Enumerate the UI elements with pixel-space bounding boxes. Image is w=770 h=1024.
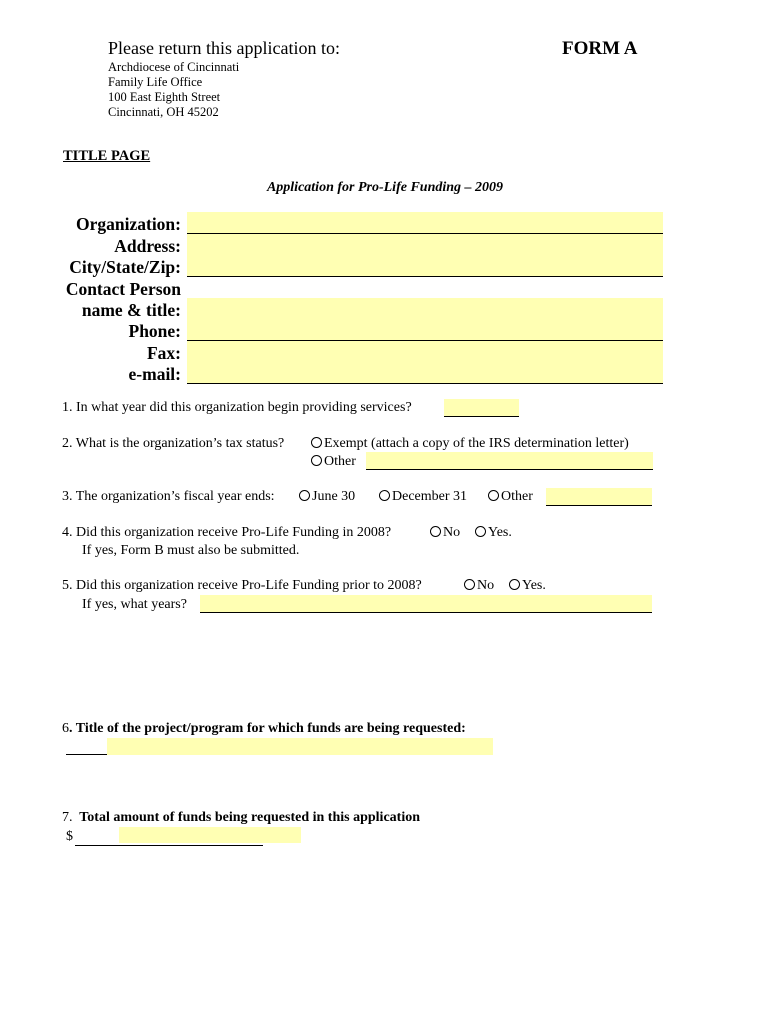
contact-name-title-label: name & title: <box>81 300 181 320</box>
organization-label: Organization: <box>76 214 181 234</box>
form-id: FORM A <box>562 38 638 59</box>
phone-label: Phone: <box>128 321 181 341</box>
question-6 <box>62 721 466 737</box>
q5-no-label: No <box>477 578 495 593</box>
section-title: TITLE PAGE <box>63 148 151 164</box>
address-line-2: Family Life Office <box>108 75 203 89</box>
tax-exempt-label: Exempt (attach a copy of the IRS determination letter) <box>324 436 629 451</box>
address-label: Address: <box>114 236 181 256</box>
question-5: 5. Did this organization receive Pro-Life Funding prior to 2008? <box>62 578 422 593</box>
tax-other-label: Other <box>324 454 356 469</box>
amount-field[interactable] <box>119 827 301 843</box>
fax-field[interactable] <box>187 341 663 363</box>
q5-yes-option[interactable] <box>509 578 546 594</box>
fiscal-december-option[interactable] <box>379 489 467 505</box>
organization-field[interactable] <box>187 212 663 234</box>
city-state-zip-field[interactable] <box>187 255 663 277</box>
radio-icon[interactable] <box>311 455 322 466</box>
question-4: 4. Did this organization receive Pro-Life Funding in 2008? <box>62 525 392 540</box>
radio-icon[interactable] <box>464 579 475 590</box>
question-2: 2. What is the organization’s tax status? <box>62 436 285 451</box>
fax-label: Fax: <box>146 343 181 363</box>
fiscal-other-label: Other <box>501 489 533 504</box>
fiscal-december-label: December 31 <box>392 489 468 504</box>
question-1: 1. In what year did this organization begin providing services? <box>62 400 412 415</box>
tax-exempt-option[interactable] <box>311 436 629 452</box>
radio-icon[interactable] <box>311 437 322 448</box>
start-year-field[interactable] <box>444 399 519 417</box>
fiscal-june-label: June 30 <box>312 489 356 504</box>
fiscal-june-option[interactable] <box>299 489 355 505</box>
q7-number: 7. <box>62 810 73 825</box>
phone-field[interactable] <box>187 319 663 341</box>
dollar-sign: $ <box>66 829 73 844</box>
q5-no-option[interactable] <box>464 578 494 594</box>
q6-text: . Title of the project/program for which funds are being requested: <box>69 721 466 736</box>
radio-icon[interactable] <box>379 490 390 501</box>
q4-note: If yes, Form B must also be submitted. <box>82 543 300 558</box>
amount-underline <box>75 845 263 846</box>
address-line-1: Archdiocese of Cincinnati <box>108 60 240 74</box>
email-label: e-mail: <box>128 364 181 384</box>
q7-text: Total amount of funds being requested in this application <box>79 810 420 825</box>
prior-years-field[interactable] <box>200 595 652 613</box>
radio-icon[interactable] <box>475 526 486 537</box>
address-line-3: 100 East Eighth Street <box>108 90 221 104</box>
return-instructions: Please return this application to: <box>108 38 340 58</box>
application-title: Application for Pro-Life Funding – 2009 <box>266 180 504 195</box>
q5-note: If yes, what years? <box>82 597 187 612</box>
fiscal-other-field[interactable] <box>546 488 652 506</box>
project-title-field[interactable] <box>107 738 493 755</box>
fiscal-other-option[interactable] <box>488 489 533 505</box>
city-state-zip-label: City/State/Zip: <box>69 257 181 277</box>
tax-other-field[interactable] <box>366 452 653 470</box>
contact-person-field[interactable] <box>187 298 663 320</box>
contact-person-label: Contact Person <box>65 279 181 299</box>
q5-yes-label: Yes. <box>522 578 546 593</box>
q4-no-label: No <box>443 525 461 540</box>
address-field[interactable] <box>187 234 663 256</box>
address-line-4: Cincinnati, OH 45202 <box>108 105 219 119</box>
tax-other-option[interactable] <box>311 454 356 470</box>
radio-icon[interactable] <box>430 526 441 537</box>
q6-number: 6 <box>62 721 69 736</box>
q4-no-option[interactable] <box>430 525 460 541</box>
q4-yes-label: Yes. <box>488 525 512 540</box>
radio-icon[interactable] <box>488 490 499 501</box>
radio-icon[interactable] <box>299 490 310 501</box>
question-7 <box>62 810 420 826</box>
radio-icon[interactable] <box>509 579 520 590</box>
email-field[interactable] <box>187 362 663 384</box>
question-3: 3. The organization’s fiscal year ends: <box>62 489 275 504</box>
q4-yes-option[interactable] <box>475 525 512 541</box>
